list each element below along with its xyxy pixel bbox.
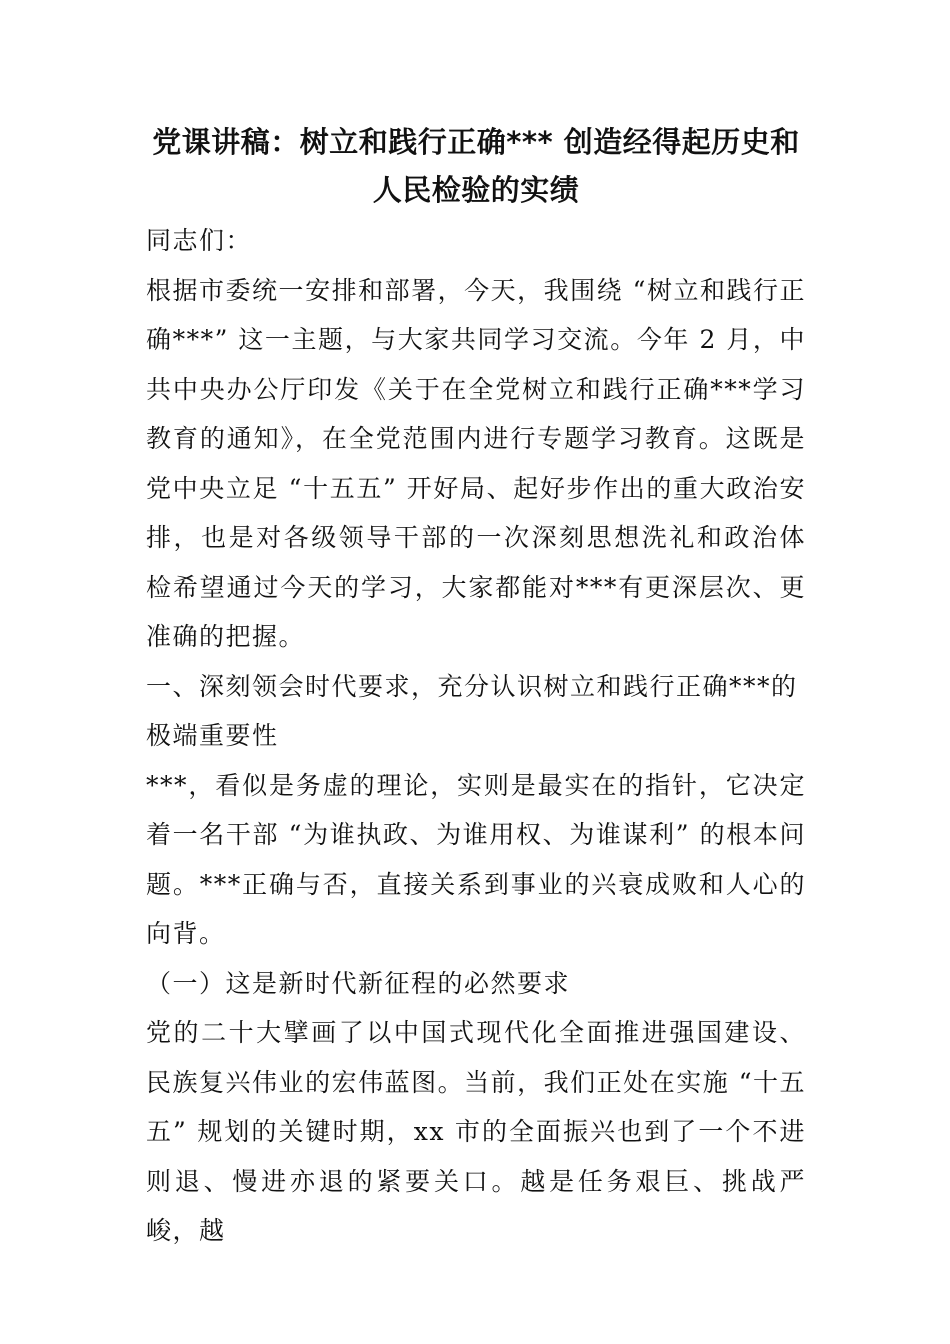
- subsection-paragraph-1: 党的二十大擘画了以中国式现代化全面推进强国建设、民族复兴伟业的宏伟蓝图。当前，我们正处在实施 “十五五” 规划的关键时期，xx 市的全面振兴也到了一个不进则退、慢进亦退的紧要关口。越是任务艰巨、挑战严峻，越: [146, 1018, 806, 1245]
- section-paragraph-1: ***，看似是务虚的理论，实则是最实在的指针，它决定着一名干部 “为谁执政、为谁用权、为谁谋利” 的根本问题。***正确与否，直接关系到事业的兴衰成败和人心的向背。: [146, 770, 806, 948]
- document-body: [146, 118, 806, 1256]
- intro-paragraph: 根据市委统一安排和部署，今天，我围绕 “树立和践行正确***” 这一主题，与大家共同学习交流。今年 2 月，中共中央办公厅印发《关于在全党树立和践行正确***学习教育的通知》，在全党范围内进行专题学习教育。这既是党中央立足 “十五五” 开好局、起好步作出的重大政治安排，也是对各级领导干部的一次深刻思想洗礼和政治体检希望通过今天的学习，大家都能对***有更深层次、更准确的把握。: [146, 275, 806, 651]
- subsection-heading-1: （一）这是新时代新征程的必然要求: [146, 968, 571, 998]
- greeting: 同志们：: [146, 226, 253, 255]
- document-title: 党课讲稿：树立和践行正确*** 创造经得起历史和人民检验的实绩: [152, 125, 800, 207]
- section-heading-1: 一、深刻领会时代要求，充分认识树立和践行正确***的极端重要性: [146, 671, 798, 750]
